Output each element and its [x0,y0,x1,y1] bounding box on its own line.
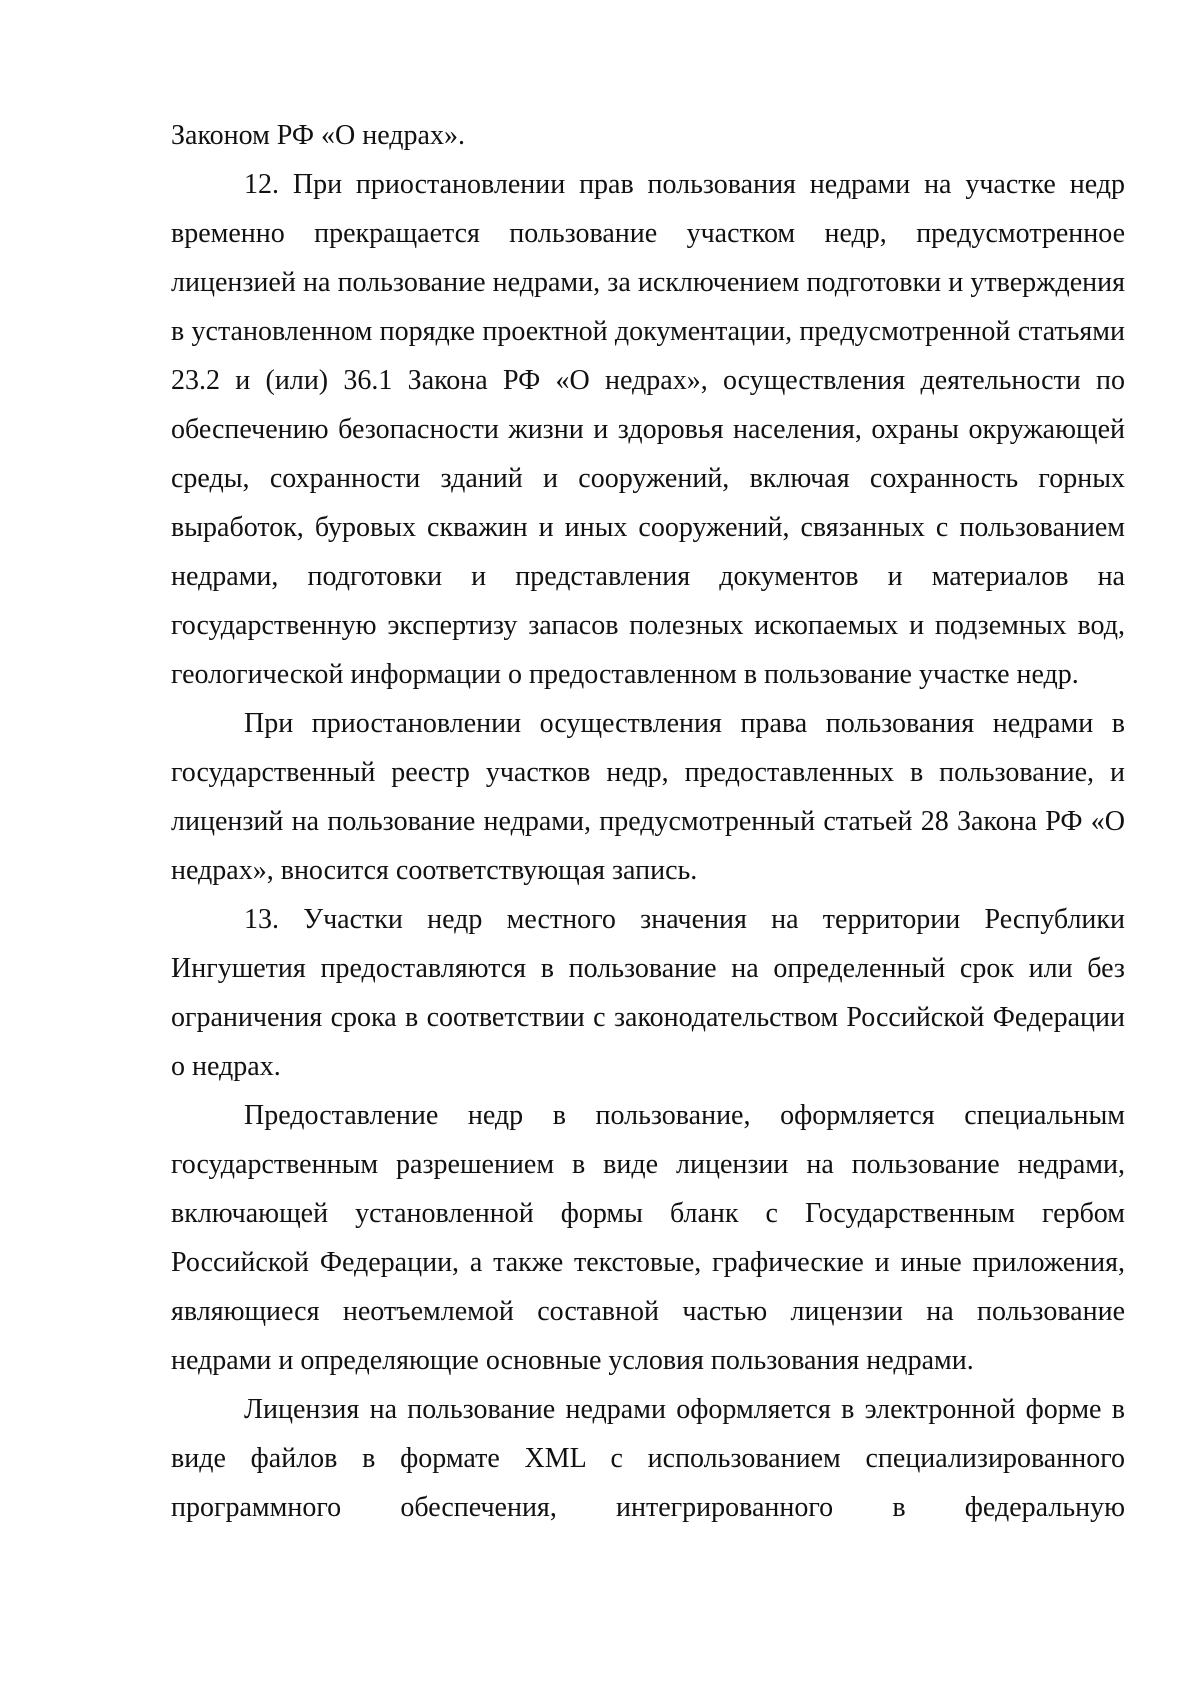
paragraph-registry-entry: При приостановлении осуществления права пользования недрами в государственный реестр участков недр, предоставленных в пользование, и лицензий на пользование недрами, предусмотренный статьей 28 Закона РФ «О недрах», вносится соответствующая запись. [171,708,1125,886]
paragraph-electronic-license: Лицензия на пользование недрами оформляется в электронной форме в виде файлов в формате XML с использованием специализированного программного обеспечения, интегрированного в федеральную [171,1394,1125,1523]
paragraph-continuation: Законом РФ «О недрах». [171,120,465,151]
paragraph-license-provision: Предоставление недр в пользование, оформляется специальным государственным разрешением в виде лицензии на пользование недрами, включающей установленной формы бланк с Государственным гербом Российской Федерации, а также текстовые, графические и иные приложения, являющиеся неотъемлемой составной частью лицензии на пользование недрами и определяющие основные условия пользования недрами. [171,1100,1125,1376]
paragraph-item-13: 13. Участки недр местного значения на территории Республики Ингушетия предоставляются в пользование на определенный срок или без ограничения срока в соответствии с законодательством Российской Федерации о недрах. [171,904,1125,1082]
document-body [171,111,1125,1532]
paragraph-item-12: 12. При приостановлении прав пользования недрами на участке недр временно прекращается пользование участком недр, предусмотренное лицензией на пользование недрами, за исключением подготовки и утверждения в установленном порядке проектной документации, предусмотренной статьями 23.2 и (или) 36.1 Закона РФ «О недрах», осуществления деятельности по обеспечению безопасности жизни и здоровья населения, охраны окружающей среды, сохранности зданий и сооружений, включая сохранность горных выработок, буровых скважин и иных сооружений, связанных с пользованием недрами, подготовки и представления документов и материалов на государственную экспертизу запасов полезных ископаемых и подземных вод, геологической информации о предоставленном в пользование участке недр. [171,169,1125,690]
